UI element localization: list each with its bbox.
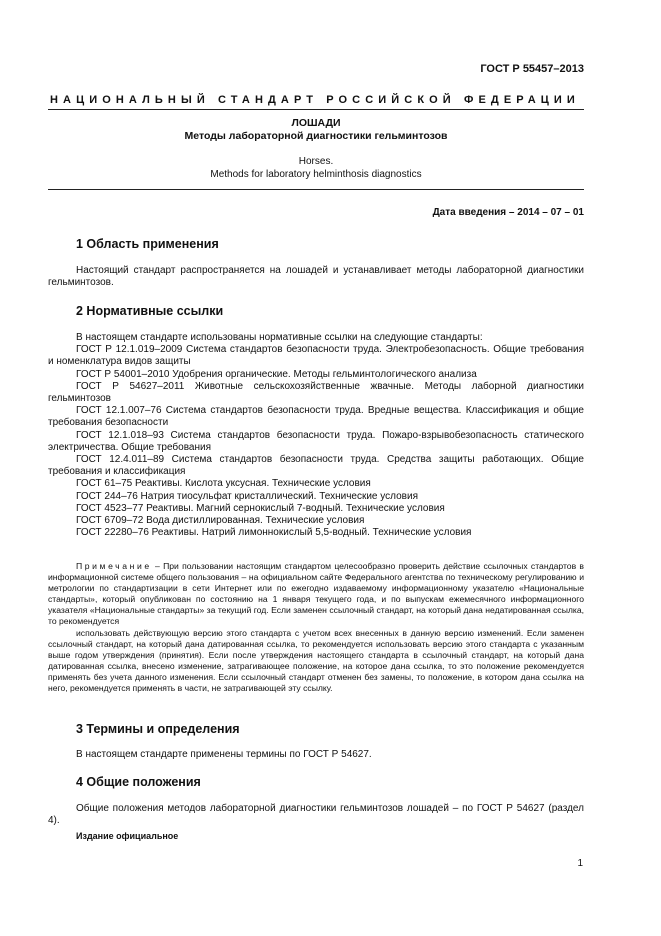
section-3-heading: 3 Термины и определения [76, 722, 240, 736]
section-1-text: Настоящий стандарт распространяется на лошадей и устанавливает методы лабораторной диагностики гельминтозов. [48, 265, 584, 289]
section-1-heading: 1 Область применения [76, 237, 219, 251]
title-en-line2: Methods for laboratory helminthosis diagnostics [210, 169, 422, 180]
reference-item: ГОСТ 61–75 Реактивы. Кислота уксусная. Технические условия [76, 478, 371, 490]
section-1-body [48, 265, 584, 289]
reference-item: ГОСТ Р 12.1.019–2009 Система стандартов безопасности труда. Электробезопасность. Общие требования и номенклатура видов защиты [48, 344, 584, 368]
reference-item: ГОСТ 4523–77 Реактивы. Магний сернокислый 7-водный. Технические условия [76, 502, 445, 514]
note-text-1: – При пользовании настоящим стандартом целесообразно проверить действие ссылочных стандартов в информационной системе общего пользования – на официальном сайте Федерального агентства по техническому регулированию и метрологии по стандартизации в сети Интернет или по ежегодно издаваемому информационному указателю «Национальные стандарты», который опубликован по состоянию на 1 января текущего года, и по выпускам ежемесячного информационного указателя «Национальные стандарты» за текущий год. Если заменен ссылочный стандарт, на который дана недатированная ссылка, то рекомендуется [48, 561, 584, 627]
section-4-text: Общие положения методов лабораторной диагностики гельминтозов лошадей – по ГОСТ Р 54627 (раздел 4). [48, 803, 584, 827]
references-note [48, 561, 584, 694]
section-3-text: В настоящем стандарте применены термины по ГОСТ Р 54627. [76, 749, 372, 760]
references-list [48, 332, 584, 539]
section-3-body [48, 749, 584, 761]
note-label: Примечание [76, 561, 152, 571]
page-number: 1 [577, 858, 583, 869]
title-ru-line2: Методы лабораторной диагностики гельминтозов [184, 130, 448, 142]
standard-code: ГОСТ Р 55457–2013 [480, 63, 584, 75]
top-divider [48, 109, 584, 110]
national-standard-banner: НАЦИОНАЛЬНЫЙ СТАНДАРТ РОССИЙСКОЙ ФЕДЕРАЦИИ [50, 94, 580, 106]
reference-item: ГОСТ 244–76 Натрия тиосульфат кристаллический. Технические условия [76, 490, 418, 502]
reference-item: ГОСТ 22280–76 Реактивы. Натрий лимоннокислый 5,5-водный. Технические условия [76, 527, 472, 539]
reference-item: ГОСТ 6709–72 Вода дистиллированная. Технические условия [76, 515, 365, 527]
reference-item: ГОСТ Р 54627–2011 Животные сельскохозяйственные жвачные. Методы лаборной диагностики гельминтозов [48, 380, 584, 405]
title-divider [48, 189, 584, 190]
section-2-heading: 2 Нормативные ссылки [76, 304, 224, 318]
introduction-date: Дата введения – 2014 – 07 – 01 [432, 207, 584, 218]
title-en-line1: Horses. [298, 156, 334, 167]
section-4-heading: 4 Общие положения [76, 775, 201, 789]
references-intro: В настоящем стандарте использованы нормативные ссылки на следующие стандарты: [76, 332, 483, 343]
note-paragraph-1 [48, 561, 584, 628]
reference-item: ГОСТ 12.4.011–89 Система стандартов безопасности труда. Средства защиты работающих. Общие требования и классификация [48, 454, 584, 478]
note-paragraph-2: использовать действующую версию этого стандарта с учетом всех внесенных в данную версию изменений. Если заменен ссылочный стандарт, на который дана датированная ссылка, то рекомендуется использовать версию этого стандарта с указанным выше годом утверждения (принятия). Если после утверждения настоящего стандарта в ссылочный стандарт, на который дана датированная ссылка, внесено изменение, затрагивающее положение, на которое дана ссылка, то это положение рекомендуется применять без учета данного изменения. Если ссылочный стандарт отменен без замены, то положение, в котором дана ссылка на него, рекомендуется применять в части, не затрагивающей эту ссылку. [48, 627, 584, 694]
reference-item: ГОСТ 12.1.018–93 Система стандартов безопасности труда. Пожаро-взрывобезопасность статического электричества. Общие требования [48, 429, 584, 453]
section-4-body [48, 803, 584, 827]
title-ru-line1: ЛОШАДИ [291, 117, 341, 129]
reference-item: ГОСТ 12.1.007–76 Система стандартов безопасности труда. Вредные вещества. Классификация и общие требования безопасности [48, 405, 584, 429]
reference-item: ГОСТ Р 54001–2010 Удобрения органические. Методы гельминтологического анализа [76, 368, 477, 380]
official-publication-label: Издание официальное [76, 831, 179, 841]
